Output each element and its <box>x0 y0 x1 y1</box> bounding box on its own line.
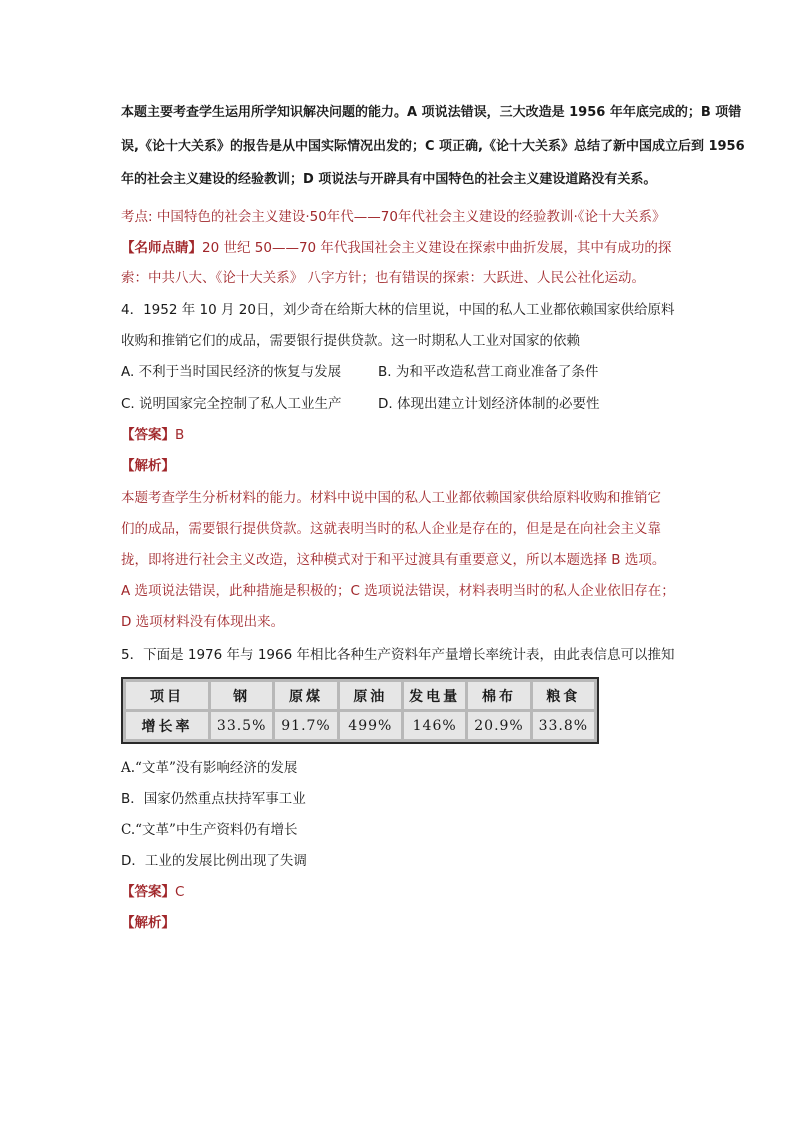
q5-stem: 5．下面是 1976 年与 1966 年相比各种生产资料年产量增长率统计表，由此表信息可以推知 <box>121 647 675 663</box>
table-header-cell: 粮食 <box>533 682 594 709</box>
table-header-cell: 棉布 <box>468 682 529 709</box>
q5-option-d: D．工业的发展比例出现了失调 <box>121 853 307 869</box>
q4-analysis-line-1: 本题考查学生分析材料的能力。材料中说中国的私人工业都依赖国家供给原料收购和推销它 <box>121 490 661 506</box>
q4-stem-line-2: 收购和推销它们的成品，需要银行提供贷款。这一时期私人工业对国家的依赖 <box>121 333 580 349</box>
q4-analysis-label: 【解析】 <box>121 458 175 474</box>
mingshi-line-2: 索：中共八大、《论十大关系》 八字方针；也有错误的探索：大跃进、人民公社化运动。 <box>121 270 646 286</box>
q4-option-b: B. 为和平改造私营工商业准备了条件 <box>378 364 599 380</box>
q4-answer-line <box>121 425 184 445</box>
q4-answer-value: B <box>175 427 185 443</box>
q5-analysis-label: 【解析】 <box>121 915 175 931</box>
table-header-cell: 原煤 <box>275 682 336 709</box>
table-value-cell: 146% <box>404 712 465 739</box>
q4-stem-line-1: 4．1952 年 10 月 20日，刘少奇在给斯大林的信里说，中国的私人工业都依赖国家供给原料 <box>121 302 675 318</box>
q4-option-c: C. 说明国家完全控制了私人工业生产 <box>121 396 342 412</box>
q4-analysis-line-2: 们的成品，需要银行提供贷款。这就表明当时的私人企业是存在的，但是是在向社会主义靠 <box>121 521 661 537</box>
q5-option-a: A.“文革”没有影响经济的发展 <box>121 760 298 776</box>
q4-analysis-line-4: A 选项说法错误，此种措施是积极的；C 选项说法错误，材料表明当时的私人企业依旧存在； <box>121 583 675 599</box>
table-value-cell: 91.7% <box>275 712 336 739</box>
q5-answer-label: 【答案】 <box>121 884 175 900</box>
intro-line-3: 年的社会主义建设的经验教训；D 项说法与开辟具有中国特色的社会主义建设道路没有关系。 <box>121 172 657 187</box>
table-row-label: 增长率 <box>126 712 208 739</box>
mingshi-label: 【名师点睛】 <box>121 240 202 256</box>
q4-analysis-line-5: D 选项材料没有体现出来。 <box>121 614 285 630</box>
mingshi-text-1: 20 世纪 50——70 年代我国社会主义建设在探索中曲折发展，其中有成功的探 <box>202 240 672 256</box>
table-value-cell: 33.5% <box>211 712 272 739</box>
table-value-cell: 33.8% <box>533 712 594 739</box>
q4-analysis-line-3: 拢，即将进行社会主义改造，这种模式对于和平过渡具有重要意义，所以本题选择 B 选项。 <box>121 552 666 568</box>
q5-option-c: C.“文革”中生产资料仍有增长 <box>121 822 298 838</box>
table-value-cell: 20.9% <box>468 712 529 739</box>
table-header-cell: 项目 <box>126 682 208 709</box>
growth-rate-table <box>121 677 599 744</box>
q5-option-b: B．国家仍然重点扶持军事工业 <box>121 791 306 807</box>
q5-answer-line <box>121 882 184 902</box>
table-value-cell: 499% <box>340 712 401 739</box>
q5-answer-value: C <box>175 884 185 900</box>
mingshi-line-1 <box>121 238 671 258</box>
intro-line-1: 本题主要考查学生运用所学知识解决问题的能力。A 项说法错误，三大改造是 1956 年年底完成的；B 项错 <box>121 105 742 120</box>
kaodian-line: 考点: 中国特色的社会主义建设·50年代——70年代社会主义建设的经验教训·《论十大关系》 <box>121 209 666 225</box>
q4-option-d: D. 体现出建立计划经济体制的必要性 <box>378 396 600 412</box>
table-header-cell: 发电量 <box>404 682 465 709</box>
q4-option-a: A. 不利于当时国民经济的恢复与发展 <box>121 364 342 380</box>
q4-answer-label: 【答案】 <box>121 427 175 443</box>
table-header-cell: 原油 <box>340 682 401 709</box>
intro-line-2: 误,《论十大关系》的报告是从中国实际情况出发的；C 项正确,《论十大关系》总结了新中国成立后到 1956 <box>121 139 745 154</box>
table-header-cell: 钢 <box>211 682 272 709</box>
